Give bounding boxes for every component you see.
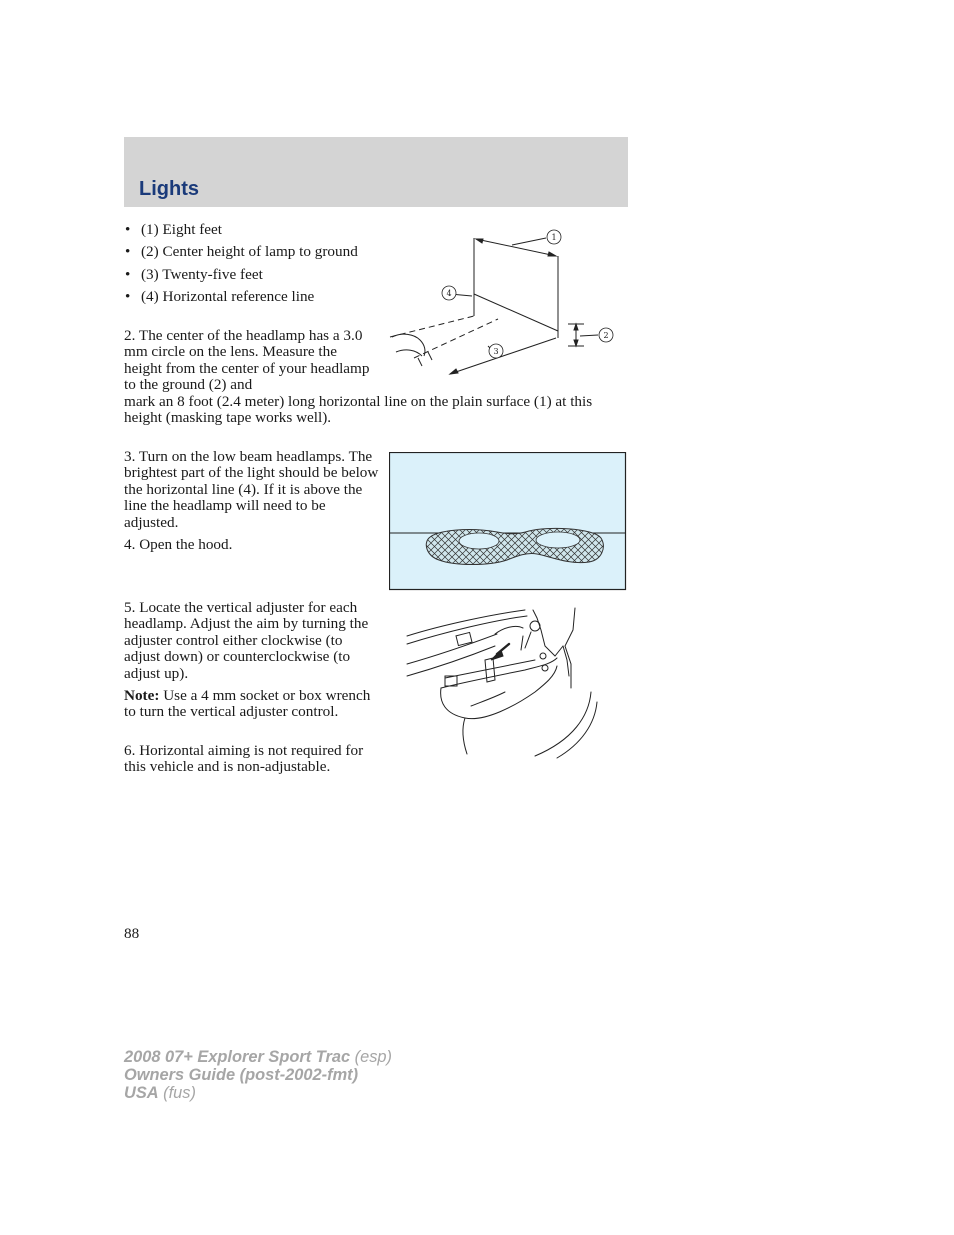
step-2-wrapped-part: 2. The center of the headlamp has a 3.0 mm circle on the lens. Measure the height from the center of your headlamp to the ground (2) and: [124, 327, 370, 394]
footer-market: USA: [124, 1084, 159, 1102]
page-number: 88: [124, 925, 140, 942]
note-label: Note:: [124, 687, 160, 704]
list-item: • (3) Twenty-five feet: [124, 267, 374, 283]
section-header: [124, 137, 628, 207]
footer-lang: (esp): [350, 1048, 393, 1066]
step-6-text: 6. Horizontal aiming is not required for this vehicle and is non-adjustable.: [124, 742, 364, 776]
step-4-text: 4. Open the hood.: [124, 536, 233, 553]
aiming-diagram: [388, 226, 628, 382]
headlamp-adjuster-illustration: [405, 606, 605, 762]
note-body: Use a 4 mm socket or box wrench to turn the vertical adjuster control.: [124, 687, 371, 721]
list-item: • (1) Eight feet: [124, 222, 374, 238]
callout-3: 3: [493, 347, 499, 356]
footer-region: (fus): [158, 1084, 196, 1102]
step-2-full-part: mark an 8 foot (2.4 meter) long horizontal line on the plain surface (1) at this height (masking tape works well).: [124, 392, 593, 427]
step-2-body: [124, 327, 593, 427]
footer-model: 2008 07+ Explorer Sport Trac: [124, 1048, 351, 1066]
callout-2: 2: [603, 331, 609, 340]
step-3-text: 3. Turn on the low beam headlamps. The brightest part of the light should be below the horizontal line (4). If it is above the line the headlamp will need to be adjusted.: [124, 448, 379, 531]
footer-guide: Owners Guide (post-2002-fmt): [124, 1066, 359, 1084]
footer-line-3: [124, 1084, 392, 1102]
footer-line-2: [124, 1066, 392, 1084]
step-2-text: [124, 327, 593, 427]
aiming-legend-list: [124, 222, 374, 312]
note-text: [124, 688, 379, 721]
list-item: • (4) Horizontal reference line: [124, 289, 374, 305]
section-title: Lights: [139, 178, 199, 200]
callout-4: 4: [446, 289, 452, 298]
step-5-text: 5. Locate the vertical adjuster for each headlamp. Adjust the aim by turning the adjuster control either clockwise (to adjust down) or counterclockwise (to adjust up).: [124, 599, 369, 682]
document-footer: [124, 1048, 392, 1102]
list-item: • (2) Center height of lamp to ground: [124, 244, 374, 260]
callout-1: 1: [551, 233, 557, 242]
beam-pattern-figure: [389, 452, 627, 591]
footer-line-1: [124, 1048, 392, 1066]
